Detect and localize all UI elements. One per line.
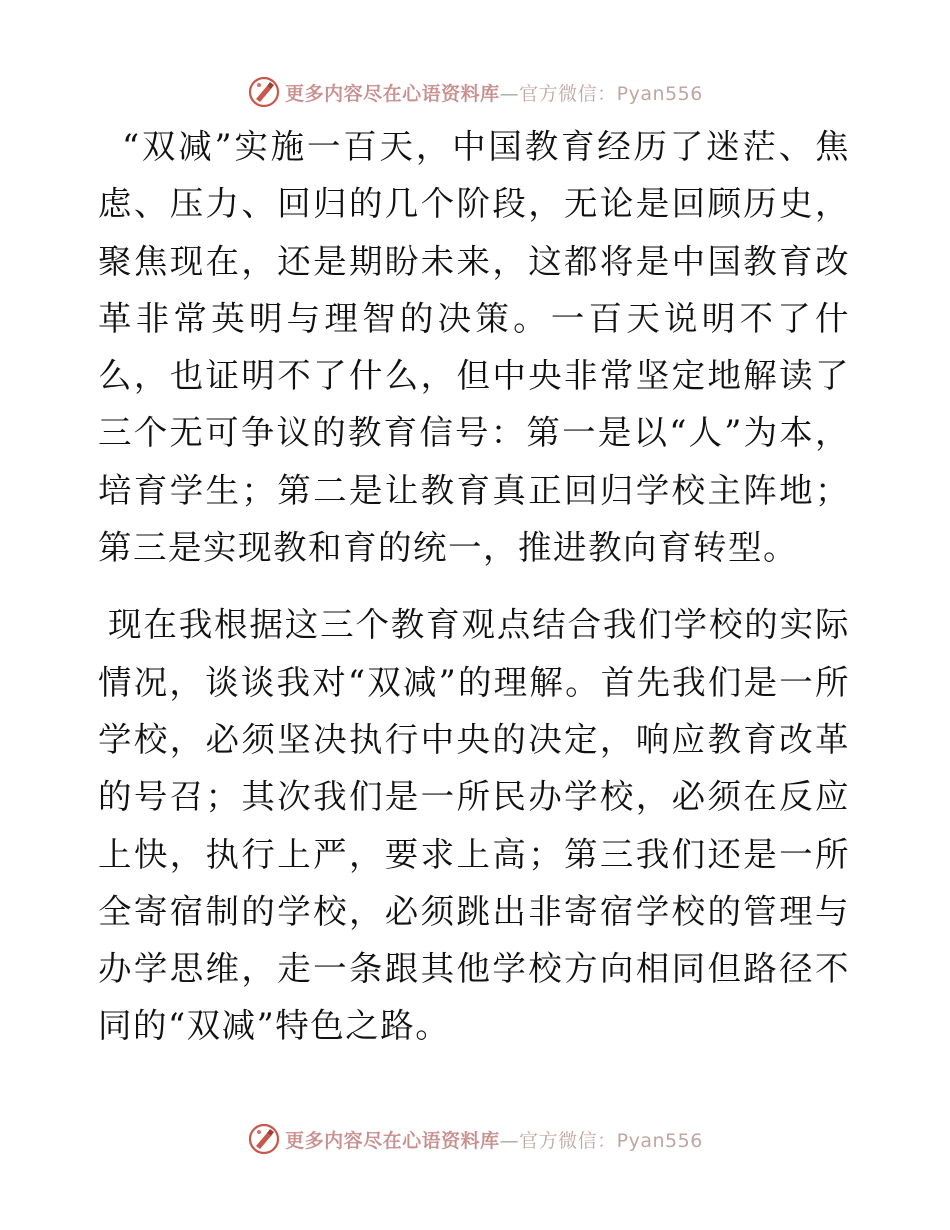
footer-wechat-text: 官方微信：Pyan556 — [519, 1129, 703, 1152]
paragraph-1: “双减”实施一百天，中国教育经历了迷茫、焦虑、压力、回归的几个阶段，无论是回顾历史，聚焦现在，还是期盼未来，这都将是中国教育改革非常英明与理智的决策。一百天说明不了什么，也证明不了什么，但中央非常坚定地解读了三个无可争议的教育信号：第一是以“人”为本，培育学生；第二是让教育真正回归学校主阵地；第三是实现教和育的统一，推进教向育转型。 — [98, 127, 850, 568]
header-wechat-text: 官方微信：Pyan556 — [519, 82, 703, 105]
header-watermark-text — [285, 79, 703, 106]
footer-watermark-banner — [0, 1117, 950, 1161]
footer-separator: — — [499, 1129, 520, 1152]
header-separator: — — [499, 82, 520, 105]
footer-watermark-text — [285, 1126, 703, 1153]
pen-nib-logo-icon — [247, 75, 281, 109]
paragraph-2: 现在我根据这三个教育观点结合我们学校的实际情况，谈谈我对“双减”的理解。首先我们是一所学校，必须坚决执行中央的决定，响应教育改革的号召；其次我们是一所民办学校，必须在反应上快，执行上严，要求上高；第三我们还是一所全寄宿制的学校，必须跳出非寄宿学校的管理与办学思维，走一条跟其他学校方向相同但路径不同的“双减”特色之路。 — [98, 605, 850, 1046]
pen-nib-logo-icon — [247, 1122, 281, 1156]
header-watermark-banner — [0, 70, 950, 114]
header-brand-text: 更多内容尽在心语资料库 — [285, 82, 500, 105]
document-body — [98, 118, 850, 1055]
footer-brand-text: 更多内容尽在心语资料库 — [285, 1129, 500, 1152]
